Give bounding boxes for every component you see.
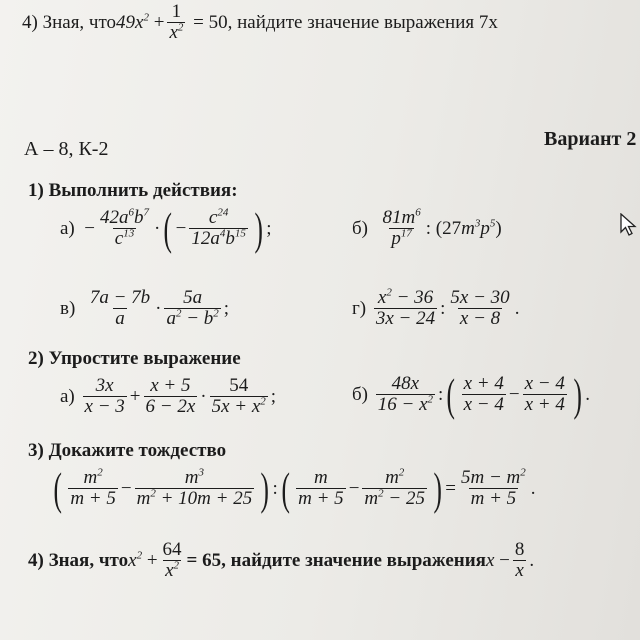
problem-1-title: 1) Выполнить действия: xyxy=(28,180,238,201)
problem-1b: б) $\frac{81m^6}{p^{17}}$ : (27 $m^3p^5$ ) xyxy=(352,206,502,249)
problem-3-title: 3) Докажите тождество xyxy=(28,440,227,461)
label-1b: б) xyxy=(352,217,368,239)
label-1a: а) xyxy=(60,217,75,239)
problem-2-title: 2) Упростите выражение xyxy=(28,348,241,369)
problem-1a: а) − $\frac{42a^6b^7}{c^{13}}$ · ( − $\frac{c^{24}}{12a^4b^{15}}$ ) ; xyxy=(60,202,272,254)
problem-2b: б) $\frac{48x}{16 - x^2}$ : ( $\frac{x + 4}{x - 4}$ − $\frac{x - 4}{x + 4}$ ) . xyxy=(352,368,590,420)
problem-4: 4) Зная, что $x^2$ + $\frac{64}{x^2}$ = 65, найдите значение выражения x − $\frac{8}{x}$ . xyxy=(28,539,535,581)
mouse-pointer-icon xyxy=(620,213,638,237)
header-left: А – 8, К-2 xyxy=(24,138,109,160)
problem-1v: в) $\frac{7a - 7b}{a}$ · $\frac{5a}{a^2 - b^2}$ ; xyxy=(60,287,230,329)
label-2a: а) xyxy=(60,385,75,407)
problem-3-identity: ( $\frac{m^2}{m + 5}$ − $\frac{m^3}{m^2 + 10m + 25}$ ) : ( $\frac{m}{m + 5}$ − $\frac{m^2}{m^2 - 25}$ ) = $\frac{5m - m^2}{m + 5}$ . xyxy=(53,462,536,514)
label-1v: в) xyxy=(60,297,76,319)
problem-4-prefix: 4) Зная, что xyxy=(28,549,129,571)
problem-2a: а) $\frac{3x}{x - 3}$ + $\frac{x + 5}{6 - 2x}$ · $\frac{54}{5x + x^2}$ ; xyxy=(60,375,277,417)
label-2b: б) xyxy=(352,383,368,405)
problem-4-text: = 65, найдите значение выражения xyxy=(186,549,486,571)
label-1g: г) xyxy=(352,297,367,319)
top-problem: 4) Зная, что $49x^2$ + $\frac{1}{x^2}$ = 50 , найдите значение выражения 7x xyxy=(22,1,498,43)
top-problem-tail: , найдите значение выражения 7x xyxy=(227,11,498,33)
problem-1g: г) $\frac{x^2 - 36}{3x - 24}$ : $\frac{5x - 30}{x - 8}$ . xyxy=(352,286,520,329)
top-problem-prefix: 4) Зная, что xyxy=(22,11,117,33)
header-right: Вариант 2 xyxy=(544,128,637,150)
